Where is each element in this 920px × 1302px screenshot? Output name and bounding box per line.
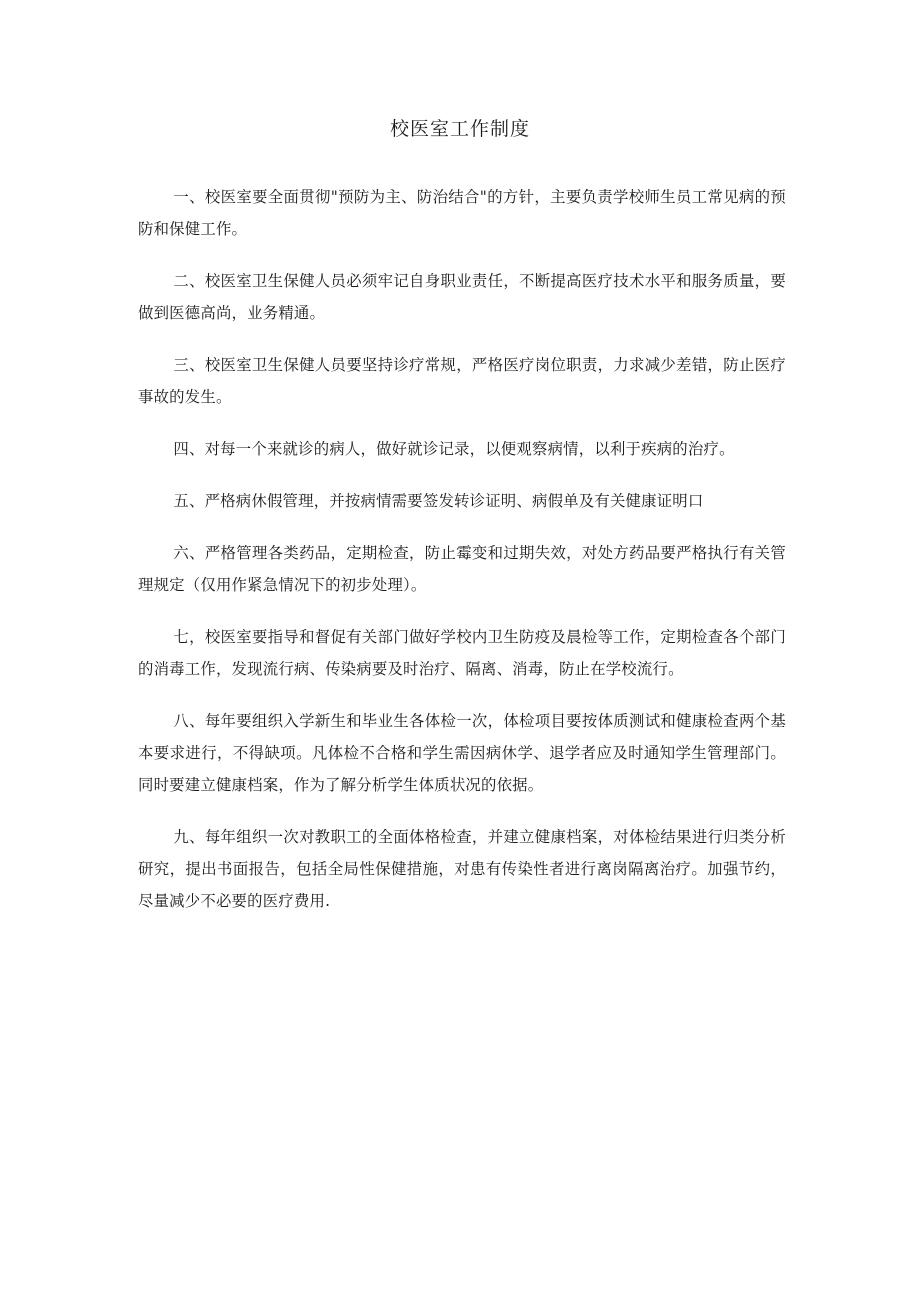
document-title: 校医室工作制度 bbox=[389, 118, 530, 140]
paragraph-1: 一、校医室要全面贯彻"预防为主、防治结合"的方针，主要负责学校师生员工常见病的预防和保健工作。 bbox=[138, 188, 786, 238]
paragraph-7: 七，校医室要指导和督促有关部门做好学校内卫生防疫及晨检等工作，定期检查各个部门的消毒工作，发现流行病、传染病要及时治疗、隔离、消毒，防止在学校流行。 bbox=[138, 628, 786, 678]
paragraph-3: 三、校医室卫生保健人员要坚持诊疗常规，严格医疗岗位职责，力求减少差错，防止医疗事故的发生。 bbox=[138, 356, 786, 406]
paragraph-8: 八、每年要组织入学新生和毕业生各体检一次，体检项目要按体质测试和健康检查两个基本要求进行，不得缺项。凡体检不合格和学生需因病休学、退学者应及时通知学生管理部门。同时要建立健康档案，作为了解分析学生体质状况的依据。 bbox=[138, 712, 786, 794]
paragraph-5: 五、严格病休假管理，并按病情需要签发转诊证明、病假单及有关健康证明口 bbox=[173, 492, 704, 510]
paragraph-6: 六、严格管理各类药品，定期检查，防止霉变和过期失效，对处方药品要严格执行有关管理规定（仅用作紧急情况下的初步处理）。 bbox=[138, 544, 786, 594]
paragraph-9: 九、每年组织一次对教职工的全面体格检查，并建立健康档案，对体检结果进行归类分析研究，提出书面报告，包括全局性保健措施，对患有传染性者进行离岗隔离治疗。加强节约，尽量减少不必要的医疗费用. bbox=[138, 828, 786, 910]
document-body bbox=[138, 181, 786, 937]
paragraph-2: 二、校医室卫生保健人员必须牢记自身职业责任，不断提高医疗技术水平和服务质量，要做到医德高尚，业务精通。 bbox=[138, 272, 786, 322]
paragraph-4: 四、对每一个来就诊的病人，做好就诊记录，以便观察病情，以利于疾病的治疗。 bbox=[173, 440, 735, 458]
